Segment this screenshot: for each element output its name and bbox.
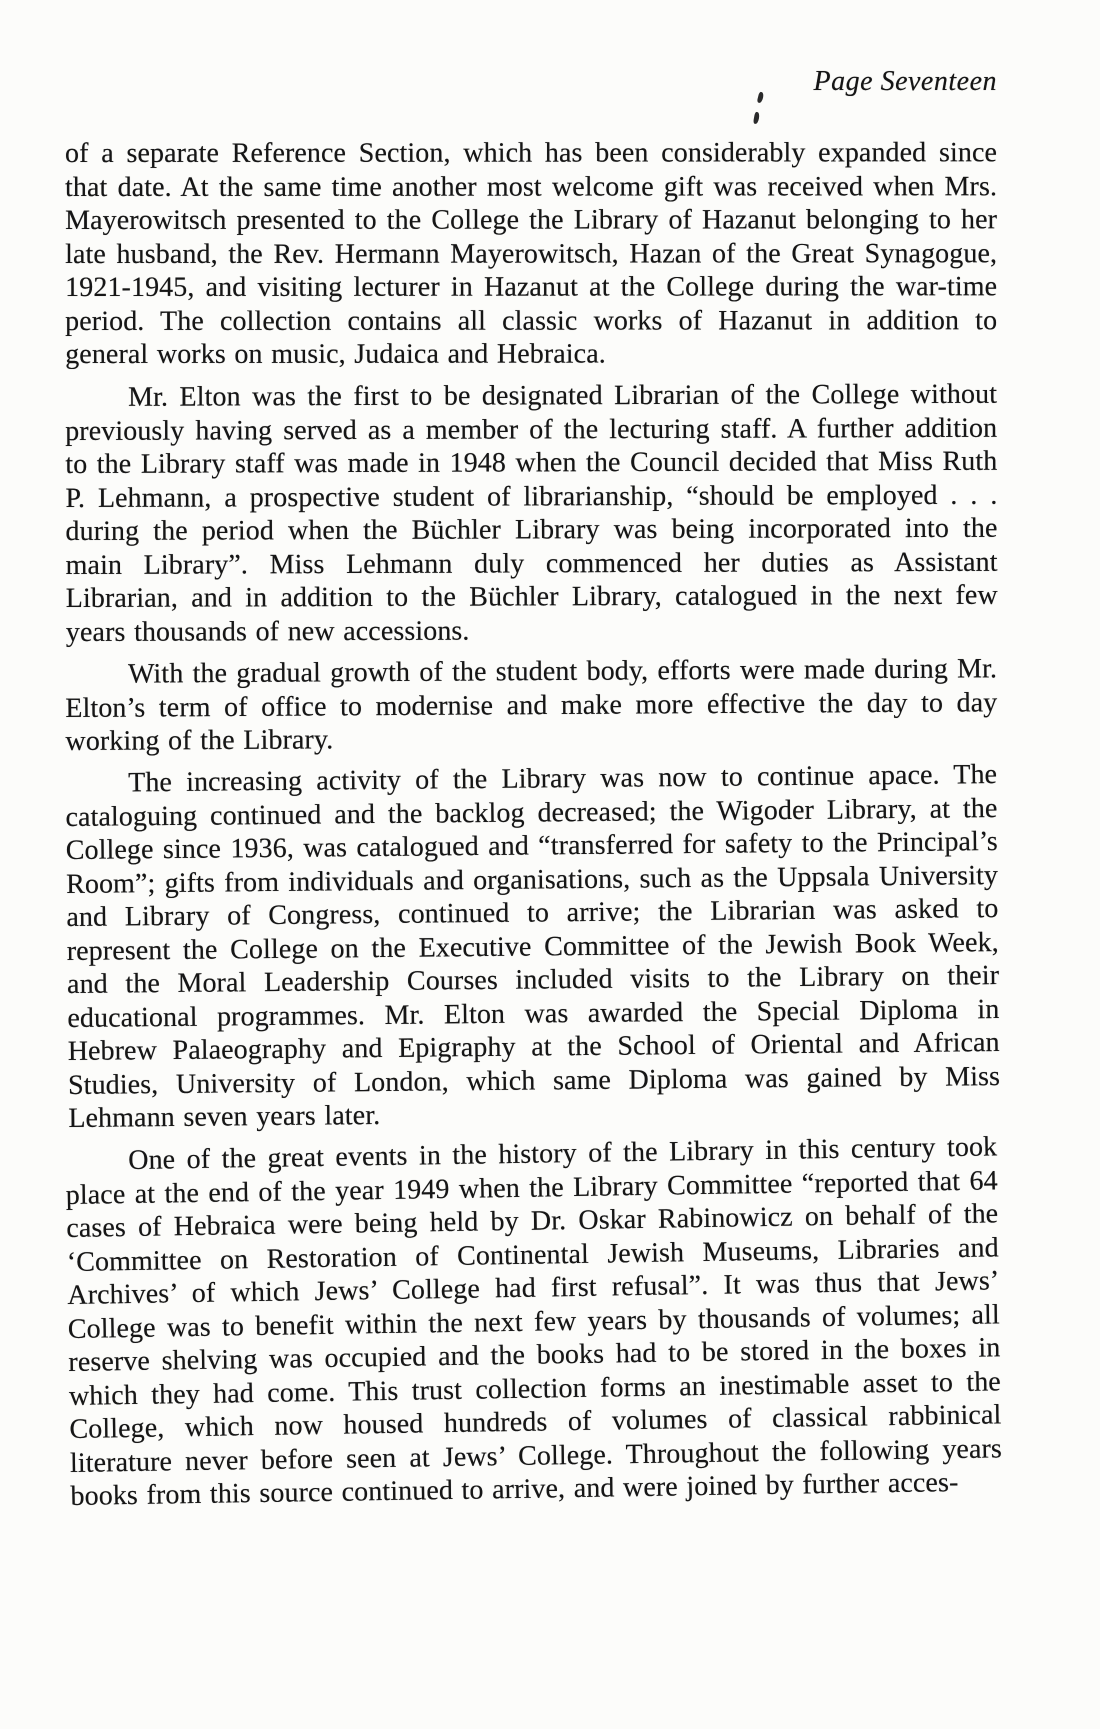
paragraph: Mr. Elton was the first to be designated Librarian of the College without previously having served as a member of the lecturing staff. A further addition to the Library staff was made in 1948 when the Council decided that Miss Ruth P. Lehmann, a prospective student of librarianship, “should be employed . . . during the period when the Büchler Library was being incorporated into the main Library”. Miss Lehmann duly commenced her duties as Assistant Librarian, and in addition to the Büchler Library, catalogued in the next few years thousands of new accessions.	[65, 378, 998, 647]
paragraph: With the gradual growth of the student body, efforts were made during Mr. Elton’s term of office to modernise and make more effective the day to day working of the Library.	[65, 652, 998, 757]
paragraph: of a separate Reference Section, which has been considerably expanded since that date. At the same time another most welcome gift was received when Mrs. Mayerowitsch presented to the College the Library of Hazanut belonging to her late husband, the Rev. Hermann Mayerowitsch, Hazan of the Great Synagogue, 1921-1945, and visiting lecturer in Hazanut at the College during the war-time period. The collection contains all classic works of Hazanut in addition to general works on music, Judaica and Hebraica.	[65, 137, 998, 370]
paragraph: The increasing activity of the Library was now to continue apace. The cataloguing continued and the backlog decreased; the Wigoder Library, at the College since 1936, was catalogued and “transferred for safety to the Principal’s Room”; gifts from individuals and organisations, such as the Uppsala University and Library of Congress, continued to arrive; the Librarian was asked to represent the College on the Executive Committee of the Jewish Book Week, and the Moral Leadership Courses included visits to the Library on their educational programmes. Mr. Elton was awarded the Special Diploma in Hebrew Palaeography and Epigraphy at the School of Oriental and African Studies, University of London, which same Diploma was gained by Miss Lehmann seven years later.	[65, 759, 1001, 1134]
page-body	[65, 137, 1003, 1522]
page-number-label: Page Seventeen	[813, 66, 997, 97]
paragraph: One of the great events in the history of the Library in this century took place at the end of the year 1949 when the Library Committee “reported that 64 cases of Hebraica were being held by Dr. Oskar Rabinowicz on behalf of the ‘Committee on Restoration of Continental Jewish Museums, Libraries and Archives’ of which Jews’ College had first refusal”. It was thus that Jews’ College was to benefit within the next few years by thousands of volumes; all reserve shelving was occupied and the books had to be stored in the boxes in which they had come. This trust collection forms an inestimable asset to the College, which now housed hundreds of volumes of classical rabbinical literature never before seen at Jews’ College. Throughout the following years books from this source continued to arrive, and were joined by further acces-	[65, 1130, 1003, 1512]
ink-speck-icon	[753, 112, 760, 125]
